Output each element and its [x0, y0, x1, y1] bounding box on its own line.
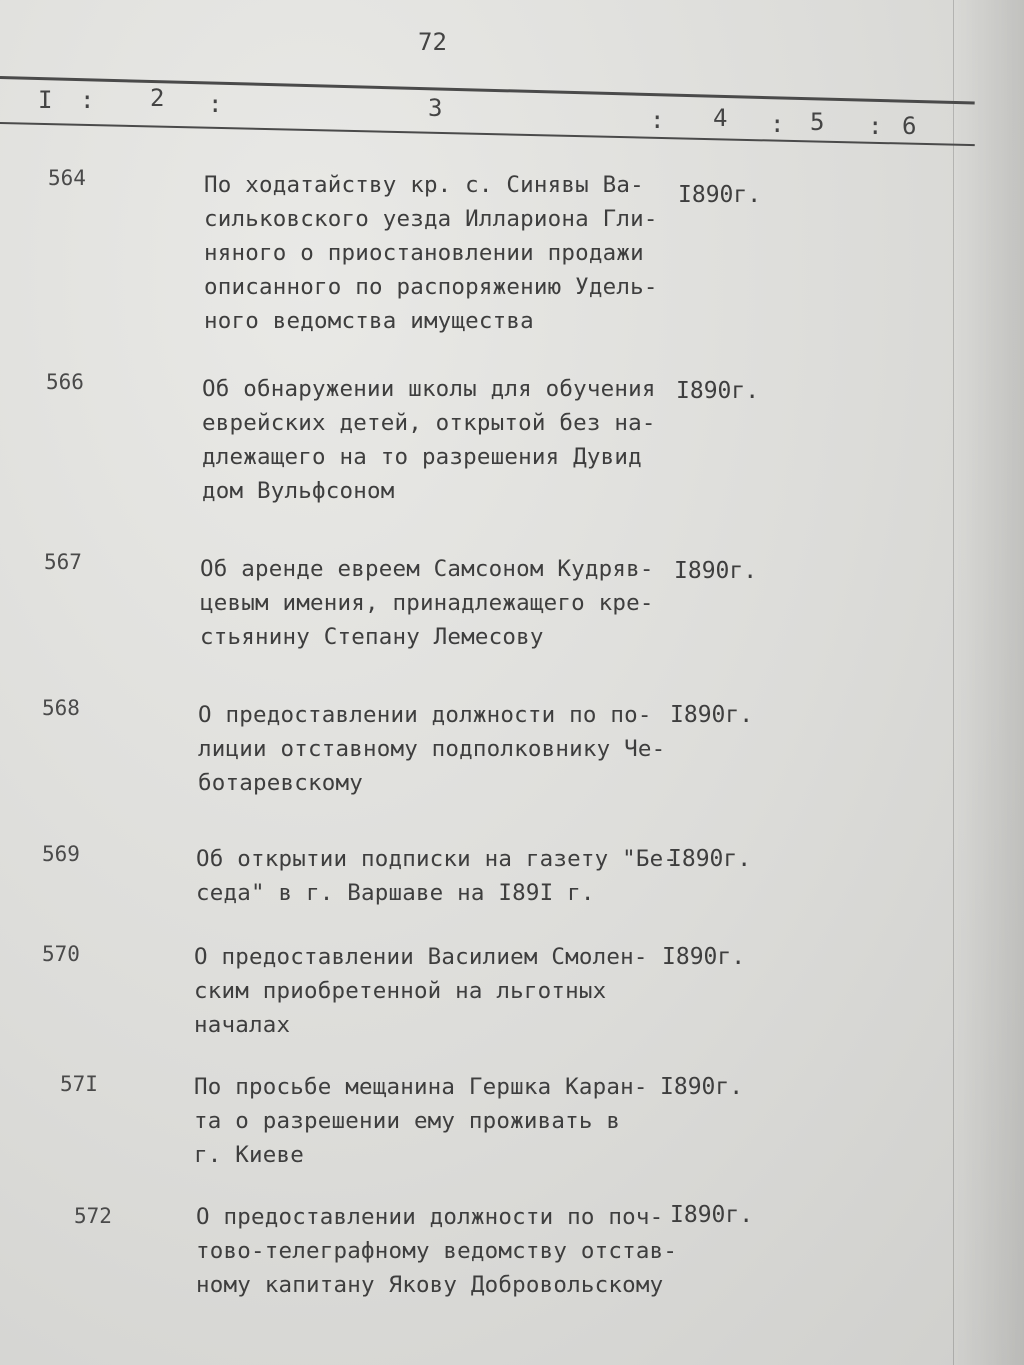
entry-line: О предоставлении должности по поч- — [196, 1204, 664, 1230]
entry-line: лиции отставному подполковнику Че- — [198, 736, 666, 762]
entry-year: I890г. — [670, 702, 754, 728]
entry-number: 57I — [60, 1072, 98, 1096]
header-col-1: I — [38, 86, 53, 114]
entry-line: Об обнаружении школы для обучения — [202, 376, 656, 402]
header-bottom-rule — [0, 122, 975, 146]
entry-line: стьянину Степану Лемесову — [200, 624, 544, 650]
entry-description — [198, 698, 665, 800]
entry-description — [194, 940, 648, 1042]
entry-line: цевым имения, принадлежащего кре- — [200, 590, 654, 616]
entry-line: О предоставлении Василием Смолен- — [194, 944, 648, 970]
header-separator: : — [650, 106, 665, 134]
entry-year: I890г. — [676, 378, 760, 404]
header-col-3: 3 — [428, 94, 443, 122]
entry-description — [194, 1070, 648, 1172]
entry-line: та о разрешении ему проживать в — [194, 1108, 621, 1134]
entry-year: I890г. — [670, 1202, 754, 1228]
entry-description — [196, 842, 677, 910]
page-number: 72 — [418, 28, 447, 56]
entry-line: ским приобретенной на льготных — [194, 978, 607, 1004]
entry-description — [200, 552, 654, 654]
entry-line: тово-телеграфному ведомству отстав- — [196, 1238, 678, 1264]
entry-line: Об аренде евреем Самсоном Кудряв- — [200, 556, 654, 582]
entry-number: 570 — [42, 942, 80, 966]
entry-description — [196, 1200, 677, 1302]
entry-line: длежащего на то разрешения Дувид — [202, 444, 642, 470]
page-edge-shadow — [953, 0, 1024, 1365]
entry-line: дом Вульфсоном — [202, 478, 395, 504]
entry-line: Об открытии подписки на газету "Бе- — [196, 846, 678, 872]
header-separator: : — [770, 110, 785, 138]
entry-line: ного ведомства имущества — [204, 308, 534, 334]
entry-line: седа" в г. Варшаве на I89I г. — [196, 880, 595, 906]
entry-description — [204, 168, 658, 338]
header-separator: : — [80, 86, 95, 114]
header-col-6: 6 — [902, 112, 917, 140]
entry-number: 572 — [74, 1204, 112, 1228]
entry-number: 569 — [42, 842, 80, 866]
entry-description — [202, 372, 656, 508]
entry-line: О предоставлении должности по по- — [198, 702, 652, 728]
entry-line: описанного по распоряжению Удель- — [204, 274, 658, 300]
entry-year: I890г. — [662, 944, 746, 970]
entry-number: 568 — [42, 696, 80, 720]
entry-number: 567 — [44, 550, 82, 574]
header-col-4: 4 — [713, 104, 728, 132]
entry-line: еврейских детей, открытой без на- — [202, 410, 656, 436]
header-col-5: 5 — [810, 108, 825, 136]
entry-line: началах — [194, 1012, 291, 1038]
header-col-2: 2 — [150, 84, 165, 112]
entry-line: г. Киеве — [194, 1142, 304, 1168]
entry-line: ному капитану Якову Добровольскому — [196, 1272, 664, 1298]
entry-line: По просьбе мещанина Гершка Каран- — [194, 1074, 648, 1100]
header-separator: : — [868, 112, 883, 140]
header-top-rule — [0, 76, 975, 105]
entry-line: сильковского уезда Иллариона Гли- — [204, 206, 658, 232]
entry-year: I890г. — [674, 558, 758, 584]
header-separator: : — [208, 90, 223, 118]
entry-year: I890г. — [660, 1074, 744, 1100]
entry-line: ботаревскому — [198, 770, 363, 796]
entry-line: По ходатайству кр. с. Синявы Ва- — [204, 172, 644, 198]
entry-year: I890г. — [668, 846, 752, 872]
entry-number: 564 — [48, 166, 86, 190]
entry-number: 566 — [46, 370, 84, 394]
entry-year: I890г. — [678, 182, 762, 208]
entry-line: няного о приостановлении продажи — [204, 240, 644, 266]
